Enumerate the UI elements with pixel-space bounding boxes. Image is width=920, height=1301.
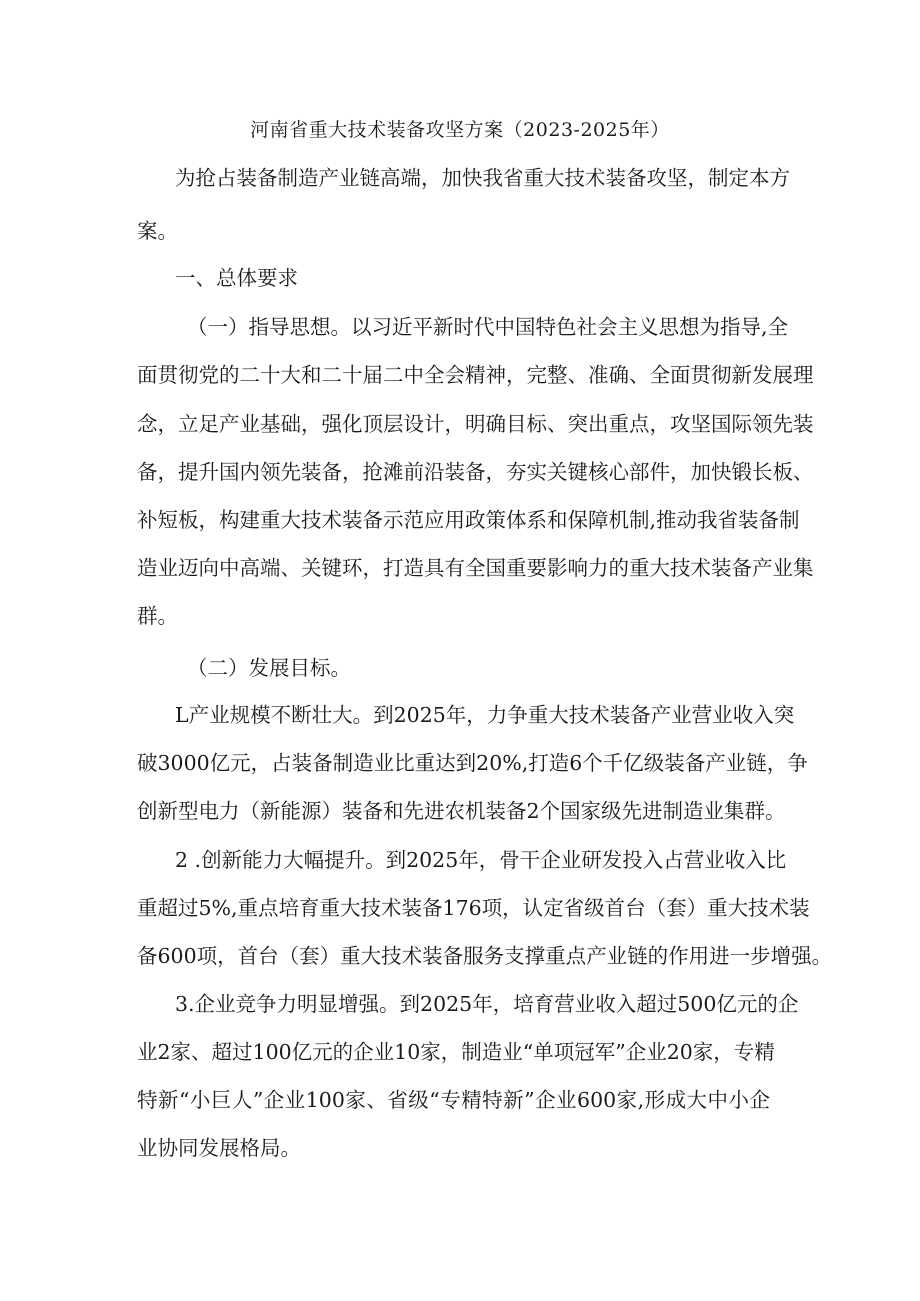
subsection-heading: （二）发展目标。: [187, 656, 351, 680]
section-heading: 一、总体要求: [175, 266, 298, 290]
paragraph-line: 面贯彻党的二十大和二十届二中全会精神，完整、准确、全面贯彻新发展理: [137, 363, 814, 387]
paragraph-line: 业2家、超过100亿元的企业10家，制造业“单项冠军”企业20家，专精: [137, 1040, 775, 1064]
paragraph-line: 备，提升国内领先装备，抢滩前沿装备，夯实关键核心部件，加快锻长板、: [137, 460, 814, 484]
paragraph-line: 业协同发展格局。: [137, 1136, 301, 1160]
paragraph-line: 特新“小巨人”企业100家、省级“专精特新”企业600家,形成大中小企: [137, 1088, 770, 1112]
paragraph-line: L产业规模不断壮大。到2025年，力争重大技术装备产业营业收入突: [175, 703, 795, 727]
document-title: 河南省重大技术装备攻坚方案（2023-2025年）: [250, 119, 670, 141]
paragraph-line: 3.企业竞争力明显增强。到2025年，培育营业收入超过500亿元的企: [175, 992, 799, 1016]
paragraph-line: （一）指导思想。以习近平新时代中国特色社会主义思想为指导,全: [187, 315, 789, 339]
paragraph-line: 创新型电力（新能源）装备和先进农机装备2个国家级先进制造业集群。: [137, 799, 786, 823]
paragraph-line: 群。: [137, 604, 178, 628]
paragraph-line: 备600项，首台（套）重大技术装备服务支撑重点产业链的作用进一步增强。: [137, 944, 833, 968]
paragraph-line: 重超过5%,重点培育重大技术装备176项，认定省级首台（套）重大技术装: [137, 896, 810, 920]
paragraph-line: 补短板，构建重大技术装备示范应用政策体系和保障机制,推动我省装备制: [137, 508, 800, 532]
paragraph-line: 造业迈向中高端、关键环，打造具有全国重要影响力的重大技术装备产业集: [137, 556, 814, 580]
paragraph-line: 念，立足产业基础，强化顶层设计，明确目标、突出重点，攻坚国际领先装: [137, 412, 814, 436]
paragraph-line: 案。: [137, 219, 178, 243]
paragraph-line: 2 .创新能力大幅提升。到2025年，骨干企业研发投入占营业收入比: [175, 848, 787, 872]
paragraph-line: 为抢占装备制造产业链高端，加快我省重大技术装备攻坚，制定本方: [175, 166, 790, 190]
paragraph-line: 破3000亿元，占装备制造业比重达到20%,打造6个千亿级装备产业链，争: [137, 751, 808, 775]
